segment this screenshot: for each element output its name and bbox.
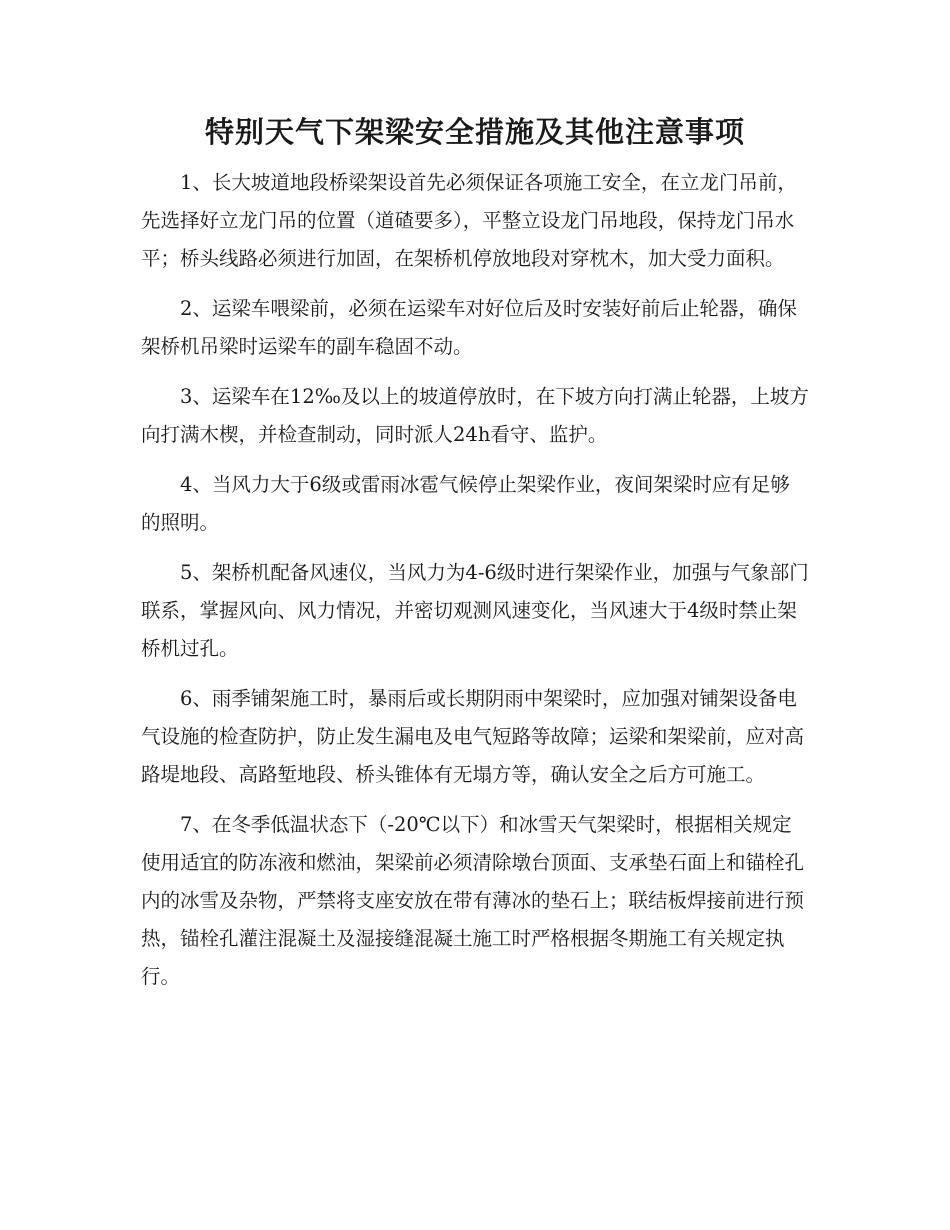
paragraph-6: 6、雨季铺架施工时，暴雨后或长期阴雨中架梁时，应加强对铺架设备电气设施的检查防护，防止发生漏电及电气短路等故障；运梁和架梁前，应对高路堤地段、高路堑地段、桥头锥体有无塌方等，确认安全之后方可施工。 xyxy=(141,687,805,786)
paragraph-7: 7、在冬季低温状态下（-20℃以下）和冰雪天气架梁时，根据相关规定使用适宜的防冻液和燃油，架梁前必须清除墩台顶面、支承垫石面上和锚栓孔内的冰雪及杂物，严禁将支座安放在带有薄冰的垫石上；联结板焊接前进行预热，锚栓孔灌注混凝土及湿接缝混凝土施工时严格根据冬期施工有关规定执行。 xyxy=(141,813,805,988)
paragraph-4: 4、当风力大于6级或雷雨冰雹气候停止架梁作业，夜间架梁时应有足够的照明。 xyxy=(141,473,790,534)
document-body xyxy=(141,164,809,1008)
paragraph-3: 3、运梁车在12‰及以上的坡道停放时，在下坡方向打满止轮器，上坡方向打满木楔，并检查制动，同时派人24h看守、监护。 xyxy=(141,385,809,446)
paragraph-2: 2、运梁车喂梁前，必须在运梁车对好位后及时安装好前后止轮器，确保架桥机吊梁时运梁车的副车稳固不动。 xyxy=(141,297,797,358)
paragraph-5: 5、架桥机配备风速仪，当风力为4-6级时进行架梁作业，加强与气象部门联系，掌握风向、风力情况，并密切观测风速变化，当风速大于4级时禁止架桥机过孔。 xyxy=(141,561,809,660)
paragraph-1: 1、长大坡道地段桥梁架设首先必须保证各项施工安全，在立龙门吊前，先选择好立龙门吊的位置（道碴要多），平整立设龙门吊地段，保持龙门吊水平；桥头线路必须进行加固，在架桥机停放地段对穿枕木，加大受力面积。 xyxy=(141,171,797,270)
document-title: 特别天气下架梁安全措施及其他注意事项 xyxy=(204,115,745,149)
